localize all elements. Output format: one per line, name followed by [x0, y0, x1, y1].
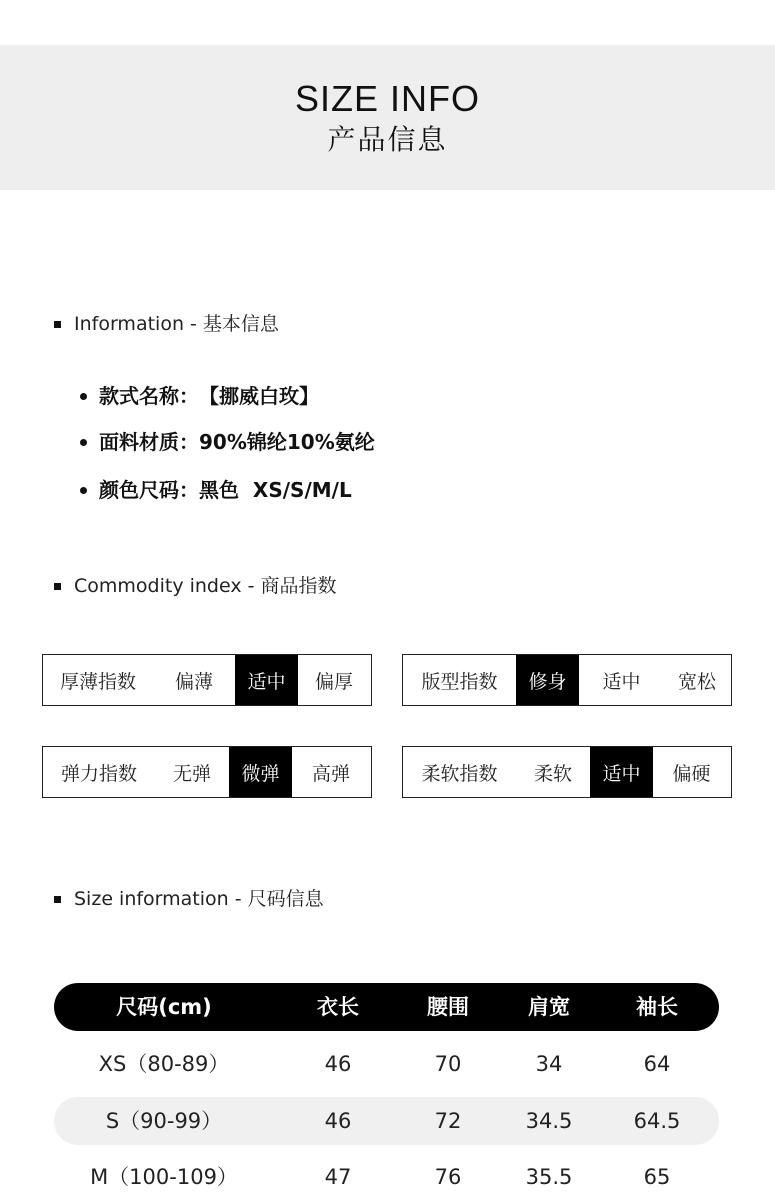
table-cell: 46: [324, 1109, 352, 1133]
table-cell: 35.5: [525, 1165, 573, 1189]
table-cell: 70: [434, 1052, 462, 1076]
table-cell: 34.5: [525, 1109, 573, 1133]
size-table-header: [54, 983, 719, 1031]
index-option: 偏厚: [314, 670, 353, 693]
index-name: 厚薄指数: [59, 670, 136, 693]
table-cell: 65: [643, 1165, 671, 1189]
table-row: [54, 1153, 719, 1201]
index-name: 版型指数: [421, 670, 498, 693]
index-option-selected: 修身: [516, 655, 579, 705]
square-bullet-icon: [54, 321, 61, 328]
info-item-style-name: [80, 383, 319, 409]
index-softness: [402, 746, 732, 798]
index-option: 偏硬: [672, 762, 711, 785]
info-item-value: 90%锦纶10%氨纶: [199, 430, 375, 454]
index-option-selected: 适中: [235, 655, 298, 705]
column-header: 腰围: [427, 995, 469, 1019]
index-elasticity: [42, 746, 372, 798]
index-option: 柔软: [533, 762, 572, 785]
information-heading: [54, 312, 279, 336]
info-item-label: 面料材质：: [99, 430, 199, 454]
table-cell: S（90-99）: [105, 1109, 223, 1133]
index-option: 无弹: [172, 762, 211, 785]
column-header: 肩宽: [528, 995, 570, 1019]
column-header: 衣长: [317, 995, 359, 1019]
banner-subtitle: 产品信息: [327, 123, 448, 156]
size-info-heading: [54, 887, 324, 911]
table-row: [54, 1097, 719, 1145]
index-option: 适中: [602, 670, 641, 693]
info-item-label: 款式名称：: [99, 384, 199, 408]
index-name: 柔软指数: [421, 762, 498, 785]
info-item-color-size: [80, 477, 352, 503]
square-bullet-icon: [54, 896, 61, 903]
info-item-fabric: [80, 429, 375, 455]
dot-bullet-icon: [80, 393, 87, 400]
dot-bullet-icon: [80, 439, 87, 446]
index-option-selected: 微弹: [229, 747, 292, 797]
index-option-selected: 适中: [590, 747, 653, 797]
table-cell: 76: [434, 1165, 462, 1189]
square-bullet-icon: [54, 583, 61, 590]
column-header: 尺码(cm): [116, 995, 212, 1019]
table-cell: XS（80-89）: [98, 1052, 230, 1076]
index-name: 弹力指数: [60, 762, 137, 785]
index-thickness: [42, 654, 372, 706]
table-cell: M（100-109）: [90, 1165, 238, 1189]
table-row: [54, 1040, 719, 1088]
info-item-label: 颜色尺码：: [99, 478, 199, 502]
size-info-banner: [0, 45, 775, 190]
banner-title: SIZE INFO: [294, 78, 480, 119]
table-cell: 46: [324, 1052, 352, 1076]
info-item-value: 【挪威白玫】: [199, 384, 319, 408]
table-cell: 64.5: [633, 1109, 681, 1133]
index-option: 宽松: [677, 670, 716, 693]
table-cell: 72: [434, 1109, 462, 1133]
size-info-heading-text: Size information - 尺码信息: [74, 888, 324, 910]
dot-bullet-icon: [80, 487, 87, 494]
commodity-heading: [54, 574, 337, 598]
index-option: 偏薄: [174, 670, 213, 693]
table-cell: 64: [643, 1052, 671, 1076]
index-option: 高弹: [311, 762, 350, 785]
table-cell: 47: [324, 1165, 352, 1189]
info-item-value: 黑色 XS/S/M/L: [199, 478, 352, 502]
commodity-heading-text: Commodity index - 商品指数: [74, 575, 337, 597]
index-fit: [402, 654, 732, 706]
column-header: 袖长: [636, 995, 678, 1019]
table-cell: 34: [535, 1052, 563, 1076]
information-heading-text: Information - 基本信息: [74, 313, 279, 335]
